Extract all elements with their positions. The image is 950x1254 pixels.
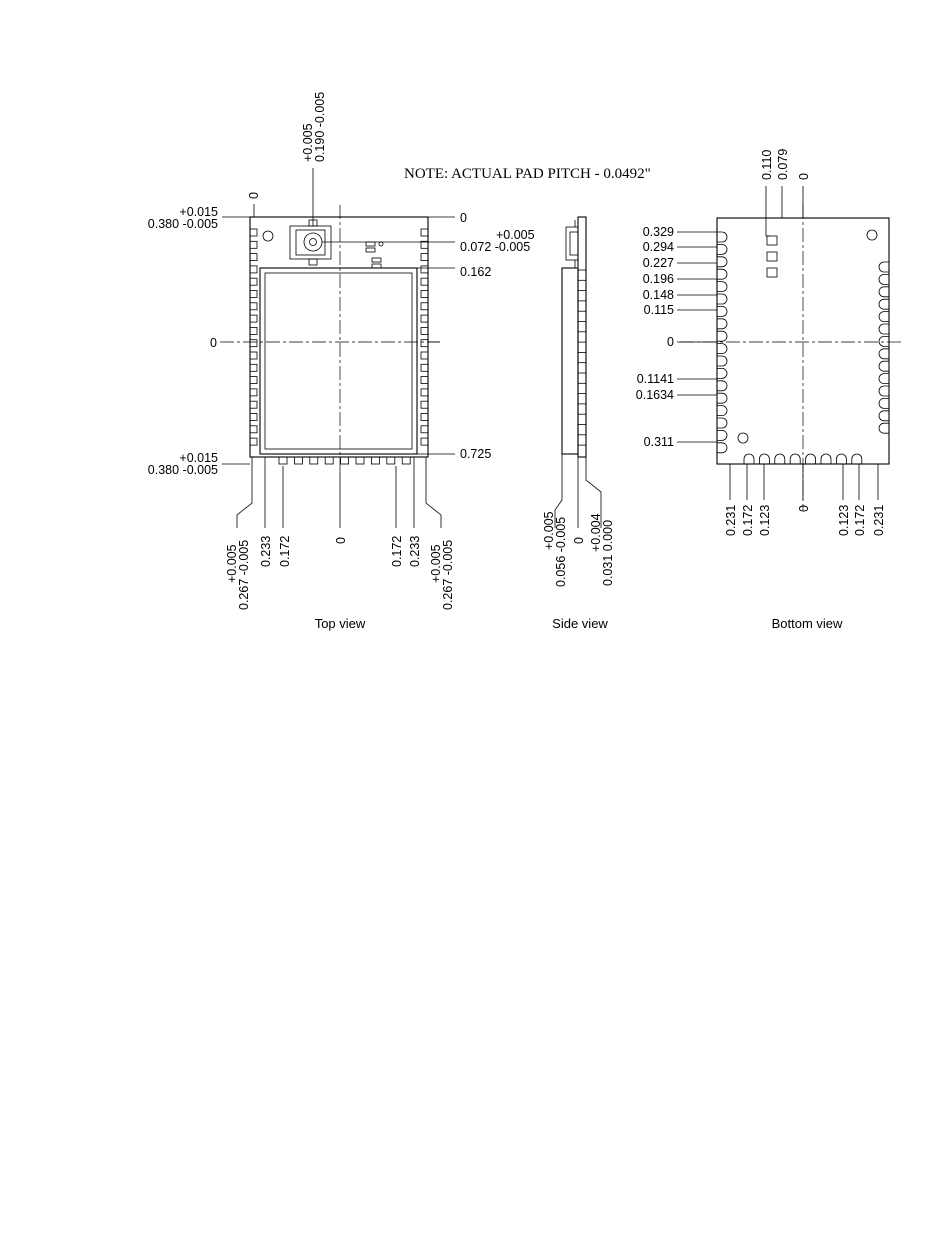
top-left-pad: [250, 303, 257, 310]
top-left-pad: [250, 327, 257, 334]
top-view-outline: [250, 217, 428, 457]
top-right-pad: [421, 229, 428, 236]
caption-side-view: Side view: [552, 616, 608, 631]
top-left-pad: [250, 414, 257, 421]
bottom-view: [636, 149, 902, 631]
top-left-pad: [250, 254, 257, 261]
bottom-right-pad: [879, 324, 889, 334]
bottom-left-pad: [717, 406, 727, 416]
top-left-pad: [250, 266, 257, 273]
bottom-bottom-pad: [836, 454, 846, 464]
dim-bottom-bottom-label: 0.231: [724, 504, 738, 536]
top-right-pad: [421, 266, 428, 273]
top-left-pad: [250, 401, 257, 408]
top-right-pad: [421, 389, 428, 396]
dim-bottom-left-label: 0.115: [643, 303, 674, 317]
dim-bottom-left-label: 0.1634: [635, 388, 674, 402]
top-left-pad: [250, 241, 257, 248]
dim-side-zero: 0: [572, 537, 586, 544]
dim-bottom-right-value: 0.267 -0.005: [441, 539, 455, 610]
dim-bottom-bottom-label: 0.123: [837, 504, 851, 536]
top-bottom-pad: [294, 457, 302, 464]
top-left-pad: [250, 229, 257, 236]
bottom-bottom-pad: [759, 454, 769, 464]
bottom-right-pad: [879, 299, 889, 309]
bottom-left-pad: [717, 269, 727, 279]
dim-bottom-left-label: 0.294: [642, 240, 674, 254]
top-left-pad: [250, 377, 257, 384]
bottom-left-pad: [717, 344, 727, 354]
dim-bottom-left-label: 0.196: [642, 272, 674, 286]
bottom-left-pad: [717, 257, 727, 267]
dim-bottom-left-label: 0.227: [642, 256, 674, 270]
bottom-bottom-pad: [744, 454, 754, 464]
bottom-bottom-pad: [806, 454, 816, 464]
dim-bottom-bottom-label: 0.172: [741, 504, 755, 536]
bottom-bottom-pad: [852, 454, 862, 464]
side-connector-icon: [566, 220, 578, 268]
top-left-pad: [250, 340, 257, 347]
top-bottom-pad: [310, 457, 318, 464]
dim-connector-value: 0.072 -0.005: [460, 240, 531, 254]
dim-bottom-left-label: 0.148: [642, 288, 674, 302]
top-right-pad: [421, 426, 428, 433]
dim-bottom-bottom-label: 0.231: [872, 504, 886, 536]
dim-bottom-0233-left: 0.233: [259, 535, 273, 567]
dim-left-bottom-tol: +0.015: [179, 451, 218, 465]
top-right-pad: [421, 352, 428, 359]
top-bottom-pad: [279, 457, 287, 464]
top-mounting-hole: [263, 231, 273, 241]
dim-bottom-left-label: 0: [667, 335, 674, 349]
dim-left-bottom-value: 0.380 -0.005: [147, 463, 218, 477]
dim-antenna-tol: +0.005: [301, 123, 315, 162]
dim-bottom-bottom-label: 0.123: [758, 504, 772, 536]
bottom-bottom-dims: [724, 464, 886, 536]
dim-side-pcb-tol: +0.004: [589, 513, 603, 552]
top-bottom-pads: [279, 457, 410, 464]
bottom-bottom-pad: [821, 454, 831, 464]
top-right-pad: [421, 278, 428, 285]
dim-side-shield-tol: +0.005: [542, 511, 556, 550]
bottom-right-pad: [879, 374, 889, 384]
bottom-right-pad: [879, 386, 889, 396]
top-left-pad: [250, 291, 257, 298]
top-shield-inner: [265, 273, 412, 449]
side-view: [542, 217, 615, 631]
top-right-pad: [421, 254, 428, 261]
bottom-left-pad: [717, 430, 727, 440]
bottom-right-pad: [879, 262, 889, 272]
side-pcb: [578, 217, 586, 457]
bottom-left-pad: [717, 244, 727, 254]
top-left-pad: [250, 315, 257, 322]
bottom-bottom-pad: [775, 454, 785, 464]
dim-bottom-left-label: 0.329: [642, 225, 674, 239]
bottom-left-pads: [717, 232, 727, 453]
top-right-pad: [421, 364, 428, 371]
top-left-pad: [250, 364, 257, 371]
top-right-pad: [421, 303, 428, 310]
pad-pitch-note: NOTE: ACTUAL PAD PITCH - 0.0492": [404, 166, 651, 182]
side-dim-labels: [542, 511, 615, 587]
bottom-right-pad: [879, 274, 889, 284]
top-left-pad: [250, 352, 257, 359]
bottom-left-pad: [717, 368, 727, 378]
dim-connector-tol: +0.005: [496, 228, 535, 242]
bottom-right-pad: [879, 312, 889, 322]
top-bottom-dim-leaders: [237, 457, 441, 528]
top-right-pad: [421, 315, 428, 322]
dim-bottom-0172-left: 0.172: [278, 535, 292, 567]
top-right-pad: [421, 340, 428, 347]
top-left-pad: [250, 438, 257, 445]
top-bottom-pad: [371, 457, 379, 464]
dim-right-bottom: 0.725: [460, 447, 492, 461]
bottom-left-pad: [717, 319, 727, 329]
bottom-right-pad: [879, 423, 889, 433]
top-right-pad: [421, 401, 428, 408]
dim-bottom-zero: 0: [334, 537, 348, 544]
dim-shield-top: 0.162: [460, 265, 492, 279]
dim-bottom-bottom-label: 0.172: [853, 504, 867, 536]
bottom-hole-bottom-left: [738, 433, 748, 443]
dim-bottom-left-tol: +0.005: [225, 544, 239, 583]
dim-antenna-value: 0.190 -0.005: [313, 91, 327, 162]
dim-left-top-tol: +0.015: [179, 205, 218, 219]
top-left-pad: [250, 278, 257, 285]
dim-right-top-zero: 0: [460, 211, 467, 225]
bottom-right-pad: [879, 411, 889, 421]
dim-bottom-left-label: 0.1141: [636, 372, 674, 386]
top-bottom-dim-labels: [225, 536, 455, 610]
dim-bottom-right-tol: +0.005: [429, 544, 443, 583]
dim-bottom-bottom-label: 0: [797, 505, 811, 512]
bottom-left-pad: [717, 443, 727, 453]
top-bottom-pad: [387, 457, 395, 464]
bottom-right-pad: [879, 336, 889, 346]
side-shield: [562, 268, 578, 454]
dim-center-zero: 0: [210, 336, 217, 350]
bottom-left-dims: [636, 225, 717, 449]
dim-bottom-top-0110: 0.110: [760, 149, 774, 180]
top-right-pad: [421, 438, 428, 445]
dim-bottom-top-zero: 0: [797, 173, 811, 180]
top-shield-outer: [260, 268, 417, 454]
small-components-icon: [366, 242, 383, 268]
top-right-pad: [421, 327, 428, 334]
top-bottom-pad: [341, 457, 349, 464]
bottom-bottom-pad: [790, 454, 800, 464]
top-left-pad: [250, 389, 257, 396]
bottom-left-pad: [717, 232, 727, 242]
bottom-square-pads: [767, 236, 777, 277]
top-bottom-pad: [356, 457, 364, 464]
dim-bottom-0172-right: 0.172: [390, 535, 404, 567]
dim-left-top-zero: 0: [247, 192, 261, 199]
top-bottom-pad: [402, 457, 410, 464]
side-pads: [578, 270, 586, 445]
dim-left-top-value: 0.380 -0.005: [147, 217, 218, 231]
top-right-pad: [421, 377, 428, 384]
top-left-pad: [250, 426, 257, 433]
bottom-left-pad: [717, 381, 727, 391]
dim-side-pcb-value: 0.031 0.000: [601, 519, 615, 586]
dim-bottom-top-0079: 0.079: [776, 148, 790, 180]
dim-bottom-left-label: 0.311: [643, 435, 674, 449]
bottom-left-pad: [717, 294, 727, 304]
dim-bottom-left-value: 0.267 -0.005: [237, 539, 251, 610]
bottom-right-pad: [879, 287, 889, 297]
top-left-pads: [250, 229, 257, 445]
bottom-left-pad: [717, 282, 727, 292]
bottom-right-pads: [879, 262, 889, 433]
bottom-left-pad: [717, 418, 727, 428]
dim-bottom-0233-right: 0.233: [408, 535, 422, 567]
caption-top-view: Top view: [314, 616, 366, 631]
bottom-right-pad: [879, 398, 889, 408]
bottom-top-dim-leaders: [766, 186, 803, 236]
top-right-pads: [421, 229, 428, 445]
caption-bottom-view: Bottom view: [771, 616, 843, 631]
dim-side-shield-value: 0.056 -0.005: [554, 516, 568, 587]
bottom-left-pad: [717, 393, 727, 403]
bottom-left-pad: [717, 331, 727, 341]
antenna-connector-icon: [290, 220, 331, 265]
bottom-right-pad: [879, 349, 889, 359]
top-right-pad: [421, 291, 428, 298]
top-bottom-pad: [325, 457, 333, 464]
top-right-pad: [421, 414, 428, 421]
bottom-hole-top-right: [867, 230, 877, 240]
bottom-right-pad: [879, 361, 889, 371]
bottom-left-pad: [717, 306, 727, 316]
bottom-left-pad: [717, 356, 727, 366]
